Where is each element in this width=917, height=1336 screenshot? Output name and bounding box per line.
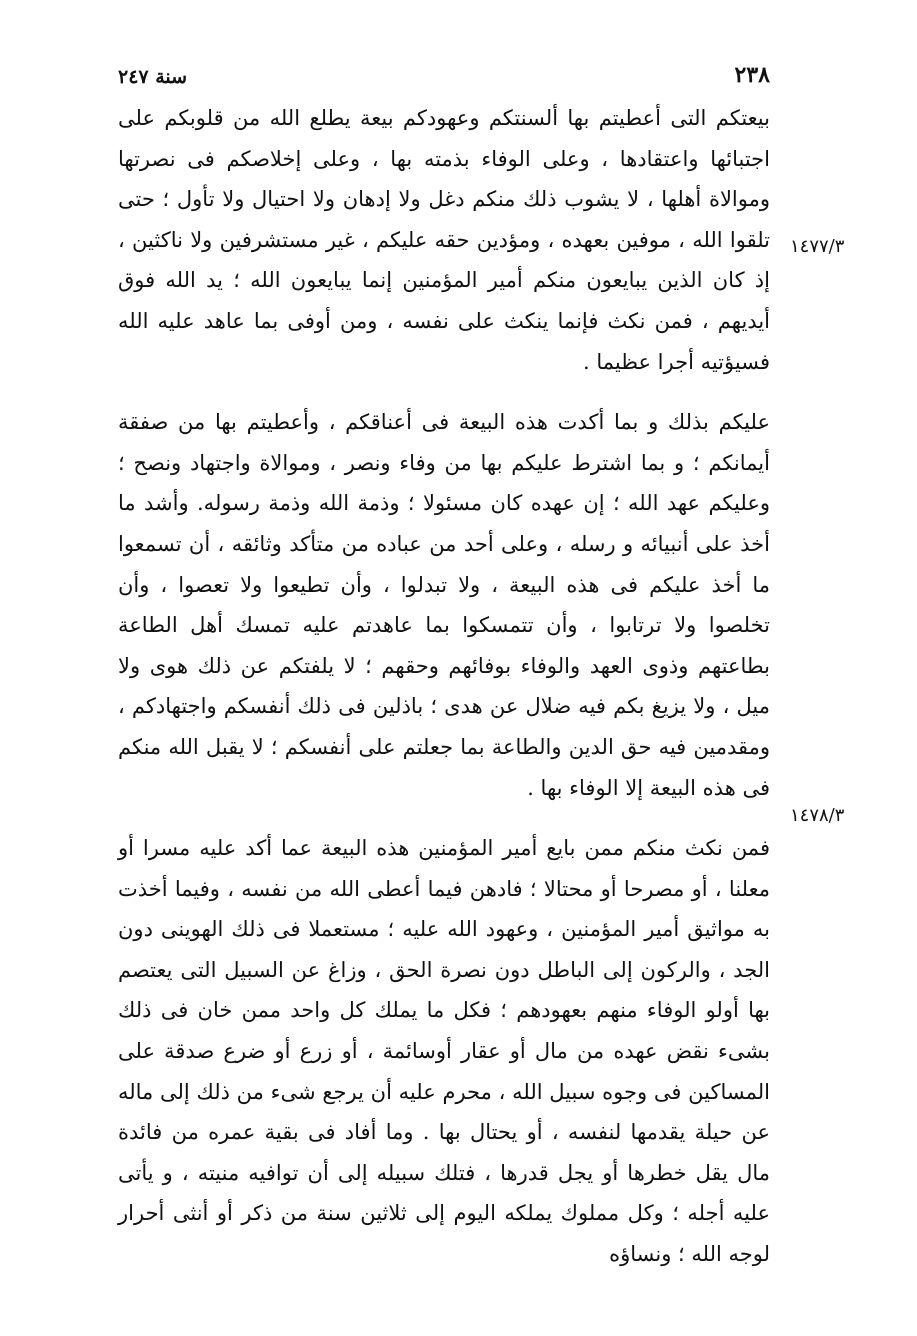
margin-reference: ١٤٧٧/٣	[790, 236, 845, 257]
page-number: ٢٣٨	[734, 62, 770, 88]
paragraph: عليكم بذلك و بما أكدت هذه البيعة فى أعناقكم ، وأعطيتم بها من صفقة أيمانكم ؛ و بما اشترط عليكم بها من وفاء ونصر ، وموالاة واجتهاد ونصح ؛ وعليكم عهد الله ؛ إن عهده كان مسئولا ؛ وذمة الله وذمة رسوله. وأشد ما أخذ على أنبيائه و رسله ، وعلى أحد من عباده من متأكد وثائقه ، أن تسمعوا ما أخذ عليكم فى هذه البيعة ، ولا تبدلوا ، وأن تطيعوا ولا تعصوا ، وأن تخلصوا ولا ترتابوا ، وأن تتمسكوا بما عاهدتم عليه تمسك أهل الطاعة بطاعتهم وذوى العهد والوفاء بوفائهم وحقهم ؛ لا يلفتكم عن ذلك هوى ولا ميل ، ولا يزيغ بكم فيه ضلال عن هدى ؛ باذلين فى ذلك أنفسكم واجتهادكم ، ومقدمين فيه حق الدين والطاعة بما جعلتم على أنفسكم ؛ لا يقبل الله منكم فى هذه البيعة إلا الوفاء بها .	[118, 410, 770, 800]
page-body	[118, 98, 770, 1275]
page-header	[118, 62, 770, 96]
paragraph: فمن نكث منكم ممن بايع أمير المؤمنين هذه البيعة عما أكد عليه مسرا أو معلنا ، أو مصرحا أو محتالا ؛ فادهن فيما أعطى الله من نفسه ، وفيما أخذت به مواثيق أمير المؤمنين ، وعهود الله عليه ؛ مستعملا فى ذلك الهوينى دون الجد ، والركون إلى الباطل دون نصرة الحق ، وزاغ عن السبيل التى يعتصم بها أولو الوفاء منهم بعهودهم ؛ فكل ما يملك كل واحد ممن خان فى ذلك بشىء نقض عهده من مال أو عقار أوسائمة ، أو زرع أو ضرع صدقة على المساكين فى وجوه سبيل الله ، محرم عليه أن يرجع شىء من ذلك إلى ماله عن حيلة يقدمها لنفسه ، أو يحتال بها . وما أفاد فى بقية عمره من فائدة مال يقل خطرها أو يجل قدرها ، فتلك سبيله إلى أن توافيه منيته ، و يأتى عليه أجله ؛ وكل مملوك يملكه اليوم إلى ثلاثين سنة من ذكر أو أنثى أحرار لوجه الله ؛ ونساؤه	[118, 836, 770, 1267]
year-label: سنة ٢٤٧	[118, 66, 188, 88]
paragraph: بيعتكم التى أعطيتم بها ألسنتكم وعهودكم بيعة يطلع الله من قلوبكم على اجتبائها واعتقادها ، وعلى الوفاء بذمته بها ، وعلى إخلاصكم فى نصرتها وموالاة أهلها ، لا يشوب ذلك منكم دغل ولا إدهان ولا احتيال ولا تأول ؛ حتى تلقوا الله ، موفين بعهده ، ومؤدين حقه عليكم ، غير مستشرفين ولا ناكثين ، إذ كان الذين يبايعون منكم أمير المؤمنين إنما يبايعون الله ؛ يد الله فوق أيديهم ، فمن نكث فإنما ينكث على نفسه ، ومن أوفى بما عاهد عليه الله فسيؤتيه أجرا عظيما .	[118, 106, 770, 374]
margin-reference: ١٤٧٨/٣	[790, 805, 845, 826]
